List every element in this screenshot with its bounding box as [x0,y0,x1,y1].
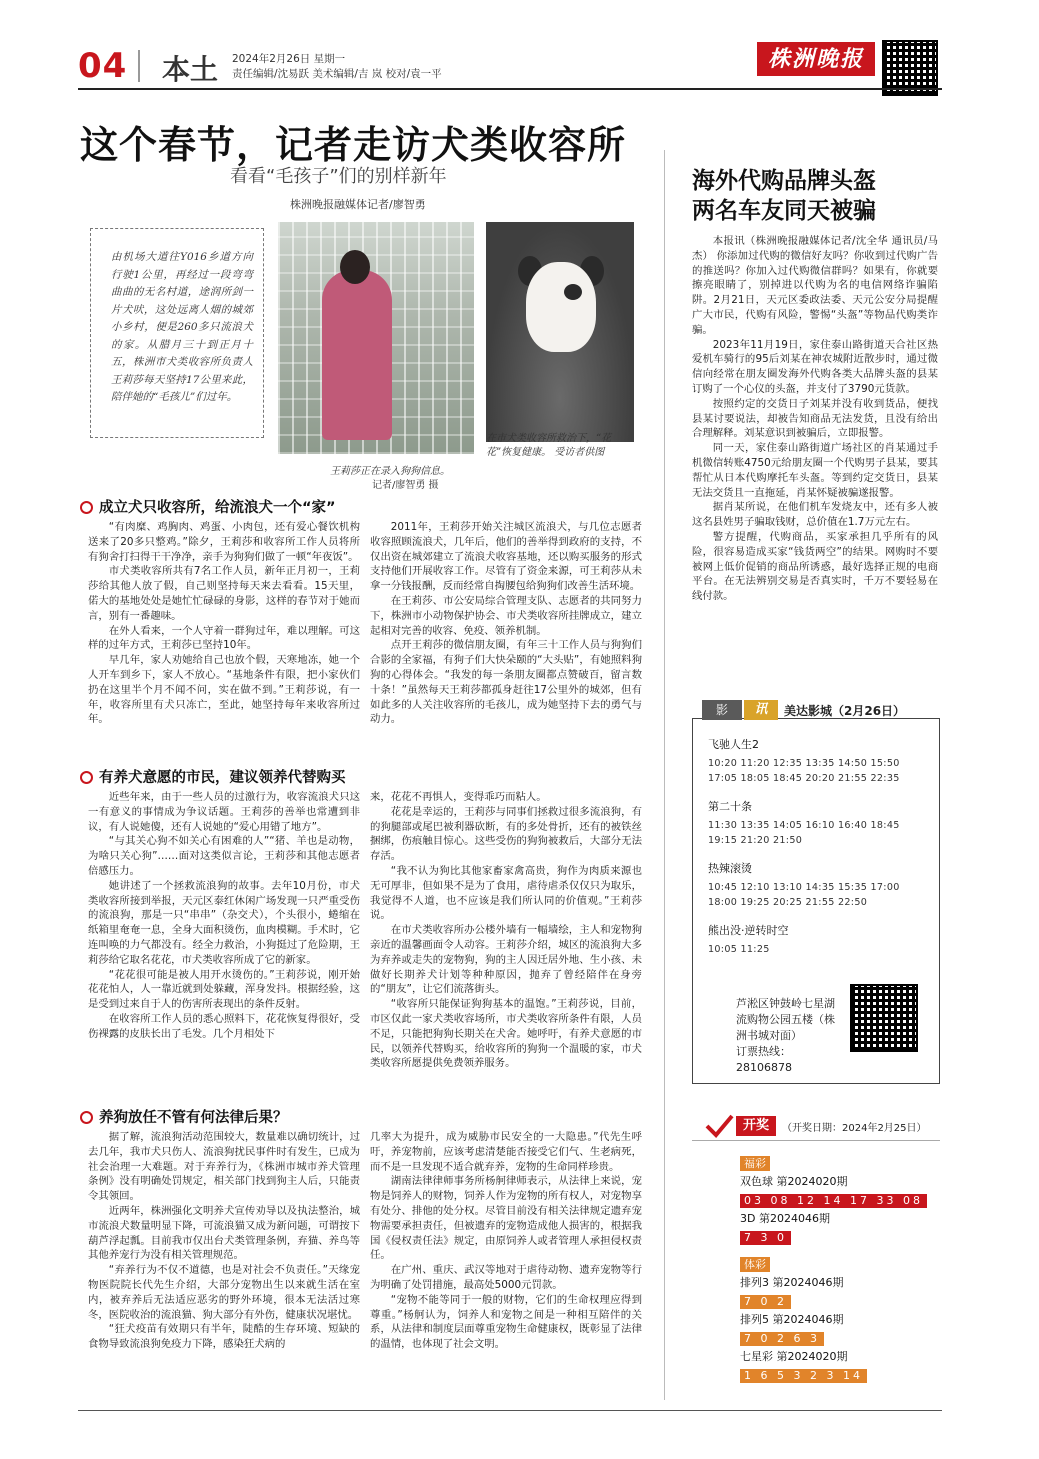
circle-bullet-icon [80,1111,93,1124]
newspaper-logo: 株洲晚报 [757,42,875,76]
movie-name: 第二十条 [708,800,752,813]
section1-left-column [88,520,360,727]
paragraph: 早几年，家人劝她给自己也放个假，天寒地冻，她一个人开车到乡下，家人不放心。“基地条件有限，把小家伙们扔在这里半个月不闻不问，实在做不到。”王莉莎说，有一年，收容所里有犬只冻亡，至此，她坚持每年来收容所过年。 [88,654,360,726]
movie-times: 18:00 19:25 20:25 21:55 22:50 [708,897,868,908]
lottery-line: 排列3 第2024046期 [740,1276,844,1289]
paragraph: 在外人看来，一个人守着一群狗过年，难以理解。可这样的过年方式，王莉莎已坚持10年。 [88,624,360,652]
paragraph: “我不认为狗比其他家畜家禽高贵，狗作为肉质来源也无可厚非，但如果不是为了食用，虐待虐杀仅仅只为取乐，我觉得不人道，也不应该是我们所认同的价值观。”王莉莎说。 [370,864,642,922]
paragraph: 几率大为提升，成为威胁市民安全的一大隐患。”代先生呼吁，养宠物前，应该考虑清楚能否接受它们气、生老病死，而不是一旦发现不适合就弃养，宠物的生命同样珍贵。 [370,1131,642,1173]
paragraph: 据肖某所说，在他们机车发烧友中，还有多人被这名县姓男子骗取钱财，总价值在1.7万元左右。 [692,501,938,529]
subheadline: 看看“毛孩子”们的别样新年 [230,166,447,187]
photo-dog-huahua [486,222,634,442]
bottom-rule [78,1410,942,1411]
movie-name: 热辣滚烫 [708,862,752,875]
cinema-badge-news: 讯 [744,700,778,720]
paragraph: 在王莉莎、市公安局综合管理支队、志愿者的共同努力下，株洲市小动物保护协会、市犬类收容所挂牌成立，建立起相对完善的收容、免疫、领养机制。 [370,594,642,637]
checkmark-icon [704,1113,734,1139]
paragraph: 同一天，家住泰山路街道广场社区的肖某通过手机微信转账4750元给朋友圈一个代购男子县某，要其帮忙从日本代购摩托车头盔。等到约定交货日，县某无法交货且一直拖延，肖某怀疑被骗遂报警。 [692,442,938,499]
section1-right-column [370,520,642,727]
photo-staff-recording [278,222,474,454]
masthead-divider [138,50,140,82]
masthead-meta [232,52,442,82]
section3-left-column [88,1130,360,1352]
paragraph: 在市犬类收容所办公楼外墙有一幅墙绘，主人和宠物狗亲近的温馨画面令人动容。王莉莎介绍，城区的流浪狗大多为弃养或走失的宠物狗，狗的主人因迁居外地、生小孩、未做好长期养犬计划等种种原因，抛弃了曾经陪伴在身旁的“朋友”，让它们流落街头。 [370,924,642,996]
welfare-label: 福彩 [740,1156,770,1171]
paragraph: 在广州、重庆、武汉等地对于虐待动物、遗弃宠物等行为明确了处罚措施，最高处5000元罚款。 [370,1264,642,1291]
byline: 株洲晚报融媒体记者/廖智勇 [290,198,426,211]
cinema-title: 美达影城（2月26日） [784,704,906,718]
movie-times: 17:05 18:05 18:45 20:20 21:55 22:35 [708,773,900,784]
paragraph: 2011年，王莉莎开始关注城区流浪犬，与几位志愿者收容照顾流浪犬，几年后，他们的善举得到政府的支持，不仅出资在城郊建立了流浪犬收容基地，还以购买服务的形式支持他们开展收容工作。尽管有了资金来源，可王莉莎从未拿一分钱报酬，反而经常自掏腰包给狗狗们改善生活环境。 [370,521,642,593]
movie-item [708,860,934,908]
lottery-date: （开奖日期：2024年2月25日） [782,1123,927,1134]
section3-heading: 养狗放任不管有何法律后果？ [80,1106,288,1127]
paragraph: 2023年11月19日，家住泰山路街道天合社区热爱机车骑行的95后刘某在神农城附近散步时，通过微信向经常在朋友圈发海外代购各类大品牌头盔的县某订购了一个心仪的头盔，并支付了3790元货款。 [692,338,938,395]
lottery-numbers: 7 0 2 [740,1295,791,1309]
section1-heading: 成立犬只收容所，给流浪犬一个“家” [80,496,336,517]
movie-times: 11:30 13:35 14:05 16:10 16:40 18:45 [708,820,900,831]
section-name: 本土 [162,53,219,86]
paragraph: “弃养行为不仅不道德，也是对社会不负责任。”天缘宠物医院院长代先生介绍，大部分宠物出生以来就生活在室内，被弃养后无法适应恶劣的野外环境，很本无法活过寒冬，医院收治的流浪猫、狗大部分有外伤，健康状况堪忧。 [88,1264,360,1321]
paragraph: 来，花花不再惧人，变得乖巧而粘人。 [370,791,547,803]
movie-times: 10:20 11:20 12:35 13:35 14:50 15:50 [708,758,900,769]
side-article-body [692,234,938,604]
lottery-line: 排列5 第2024046期 [740,1313,844,1326]
section2-heading: 有养犬意愿的市民，建议领养代替购买 [80,766,346,787]
paragraph: “花花很可能是被人用开水烫伤的。”王莉莎说，刚开始花花怕人，人一靠近就到处躲藏，浑身发抖。根据经验，这是受到过来自于人的伤害所表现出的条件反射。 [88,968,360,1011]
paragraph: 市犬类收容所共有7名工作人员，新年正月初一，王莉莎给其他人放了假，自己则坚持每天来去看看。15天里，偌大的基地处处是她忙忙碌碌的身影，这样的春节对于她而言，别有一番趣味。 [88,565,360,622]
movie-times: 19:15 21:20 21:50 [708,835,803,846]
lottery-badge: 开奖 [736,1116,776,1136]
circle-bullet-icon [80,771,93,784]
movie-item [708,798,934,846]
hotline-label: 订票热线： [736,1045,791,1058]
paragraph: “收容所只能保证狗狗基本的温饱。”王莉莎说，目前，市区仅此一家犬类收容场所，市犬类收容所条件有限，人员不足，只能把狗狗长期关在犬舍。她呼吁，有养犬意愿的市民，以领养代替购买，给收容所的狗狗一个温暖的家，市犬类收容所愿提供免费领养服务。 [370,998,642,1070]
paragraph: 她讲述了一个拯救流浪狗的故事。去年10月份，市犬类收容所接到举报，天元区泰红休闲广场发现一只严重受伤的流浪狗，那是一只“串串”（杂交犬），个头很小，蜷缩在纸箱里奄奄一息，全身大面积烫伤，血肉模糊。手术时，它连叫唤的力气都没有。经全力救治，小狗挺过了危险期，王莉莎给它取名花花，市犬类收容所成了它的新家。 [88,879,360,966]
page-number: 04 [78,46,128,86]
photo2-caption: 在市犬类收容所救治下，“花花”恢复健康。 受访者供图 [486,433,612,458]
paragraph: 据了解，流浪狗活动范围较大，数量难以确切统计，过去几年，我市犬只伤人、流浪狗扰民事件时有发生，已成为社会治理一大难题。对于弃养行为，《株洲市城市养犬管理条例》没有明确处罚规定，相关部门找到狗主人后，只能责令其领回。 [88,1131,360,1203]
paragraph: “与其关心狗不如关心有困难的人”“猪、羊也是动物，为啥只关心狗”……面对这类似言论，王莉莎和其他志愿者倍感压力。 [88,835,360,877]
hotline-number: 28106878 [736,1061,792,1074]
sports-label: 体彩 [740,1257,770,1272]
person-head [340,250,370,284]
paragraph: 在收容所工作人员的悉心照料下，花花恢复得很好，受伤裸露的皮肤长出了毛发。几个月相处下 [88,1012,360,1040]
movie-times: 10:45 12:10 13:10 14:35 15:35 17:00 [708,882,900,893]
lottery-numbers: 7 0 2 6 3 [740,1332,824,1346]
movie-listings [708,736,934,955]
paragraph: 近两年，株洲强化文明养犬宣传劝导以及执法整治，城市流浪犬数量明显下降，可流浪猫又成为新问题，可谓按下葫芦浮起瓢。目前我市仅出台犬类管理条例，弃猫、养鸟等其他养宠行为没有相关管理规范。 [88,1204,360,1262]
paragraph: 按照约定的交货日子刘某并没有收到货品，便找县某讨要说法，却被告知商品无法发货，且没有给出合理解释。刘某意识到被骗后，立即报警。 [692,397,938,440]
date-line: 2024年2月26日 星期一 [232,53,346,65]
section2-right-column [370,790,642,1071]
cinema-address: 芦淞区钟鼓岭七星湖流购物公园五楼（株洲书城对面） 订票热线： 28106878 [736,996,840,1076]
editors-line: 责任编辑/沈易跃 美术编辑/吉 岚 校对/袁一平 [232,68,442,80]
lead-note: 由机场大道往Y016乡道方向行驶1公里，再经过一段弯弯曲曲的无名村道，途润所剑一片犬吠，这处远离人烟的城郊小乡村，便是260多只流浪犬的家。从腊月三十到正月十五，株洲市犬类收容所负责人王莉莎每天坚持17公里来此，陪伴她的“毛孩儿”们过年。 [90,228,264,438]
lottery-line: 3D 第2024046期 [740,1212,830,1225]
dog-eye-patch [564,284,582,300]
qr-code-icon [850,984,918,1052]
paragraph: 本报讯（株洲晚报融媒体记者/沈全华 通讯员/马杰） 你添加过代购的微信好友吗？你收到过代购广告的推送吗？你加入过代购微信群吗？如果有，你就要擦亮眼睛了，别掉进以代购为名的电信网络诈骗陷阱。2月21日，天元区委政法委、天元公安分局提醒广大市民，代购有风险，警惕“头盔”等物品代购类诈骗。 [692,235,938,336]
movie-times: 10:05 11:25 [708,944,770,955]
movie-item [708,736,934,784]
lottery-numbers: 7 3 0 [740,1231,791,1245]
top-rule [78,88,942,90]
paragraph: 近些年来，由于一些人员的过激行为，收容流浪犬只这一有意义的事情成为争议话题。王莉莎的善举也常遭到非议，有人说她傻，还有人说她的“爱心用错了地方”。 [88,791,360,833]
section2-left-column [88,790,360,1042]
dog-figure [526,262,596,352]
column-divider [664,150,665,1400]
lottery-results [740,1152,936,1383]
lottery-line: 七星彩 第2024020期 [740,1350,848,1363]
lottery-numbers: 03 08 12 14 17 33 08 [740,1194,927,1208]
cinema-badge-film: 影 [702,700,742,720]
photo1-caption: 王莉莎正在录入狗狗信息。 [330,466,450,477]
paragraph: 警方提醒，代购商品，买家承担几乎所有的风险，很容易造成买家“钱货两空”的结果。网购时不要被网上低价促销的商品所诱惑，最好选择正规的电商平台。在无法辨别交易是否真实时，千万不要轻易在线付款。 [692,530,938,603]
lottery-line: 双色球 第2024020期 [740,1175,848,1188]
headline: 这个春节，记者走访犬类收容所 [80,123,627,167]
paragraph: 湖南法律律师事务所杨舸律师表示，从法律上来说，宠物是饲养人的财物，饲养人作为宠物的所有权人，对宠物享有处分、排他的处分权。尽管目前没有相关法律规定遗弃宠物需要承担责任，但被遗弃的宠物造成他人损害的，根据我国《侵权责任法》规定，由原饲养人或者管理人承担侵权责任。 [370,1175,642,1262]
movie-item [708,922,934,955]
paragraph: 花花是幸运的，王莉莎与同事们拯救过很多流浪狗，有的狗腿部或尾巴被利器砍断，有的多处骨折，还有的被铁丝捆绑，伤痕触目惊心。这些受伤的狗狗被救后，大部分无法存活。 [370,805,642,863]
paragraph: “有肉糜、鸡胸肉、鸡蛋、小肉包，还有爱心餐饮机构送来了20多只整鸡。”除夕，王莉莎和收容所工作人员将所有狗舍打扫得干干净净，亲手为狗狗们做了一顿“年夜饭”。 [88,521,360,563]
circle-bullet-icon [80,501,93,514]
section3-right-column [370,1130,642,1352]
movie-name: 熊出没·逆转时空 [708,924,789,937]
lottery-rule [692,1140,940,1141]
movie-name: 飞驰人生2 [708,738,759,751]
photo1-credit: 记者/廖智勇 摄 [372,480,439,491]
side-article-title: 海外代购品牌头盔 两名车友同天被骗 [692,167,876,224]
lottery-numbers: 1 6 5 3 2 3 14 [740,1369,867,1383]
paragraph: “狂犬疫苗有效期只有半年，陡酷的生存环境、短缺的食物导致流浪狗免疫力下降，感染狂犬病的 [88,1323,360,1351]
person-figure [322,270,392,440]
paragraph: 点开王莉莎的微信朋友圈，有年三十工作人员与狗狗们合影的全家福，有狗子们大快朵颐的“大头贴”，有她照料狗狗的心得体会。“我发的每一条朋友圈都点赞破百，留言数十条！”虽然每天王莉莎都孤身赶往17公里外的城郊，但有如此多的人关注收容所的毛孩儿，成为她坚持下去的勇气与动力。 [370,639,642,726]
paragraph: “宠物不能等同于一般的财物，它们的生命权理应得到尊重。”杨舸认为，饲养人和宠物之间是一种相互陪伴的关系，从法律和制度层面尊重宠物生命健康权，既彰显了法律的温情，也体现了社会文明。 [370,1293,642,1351]
